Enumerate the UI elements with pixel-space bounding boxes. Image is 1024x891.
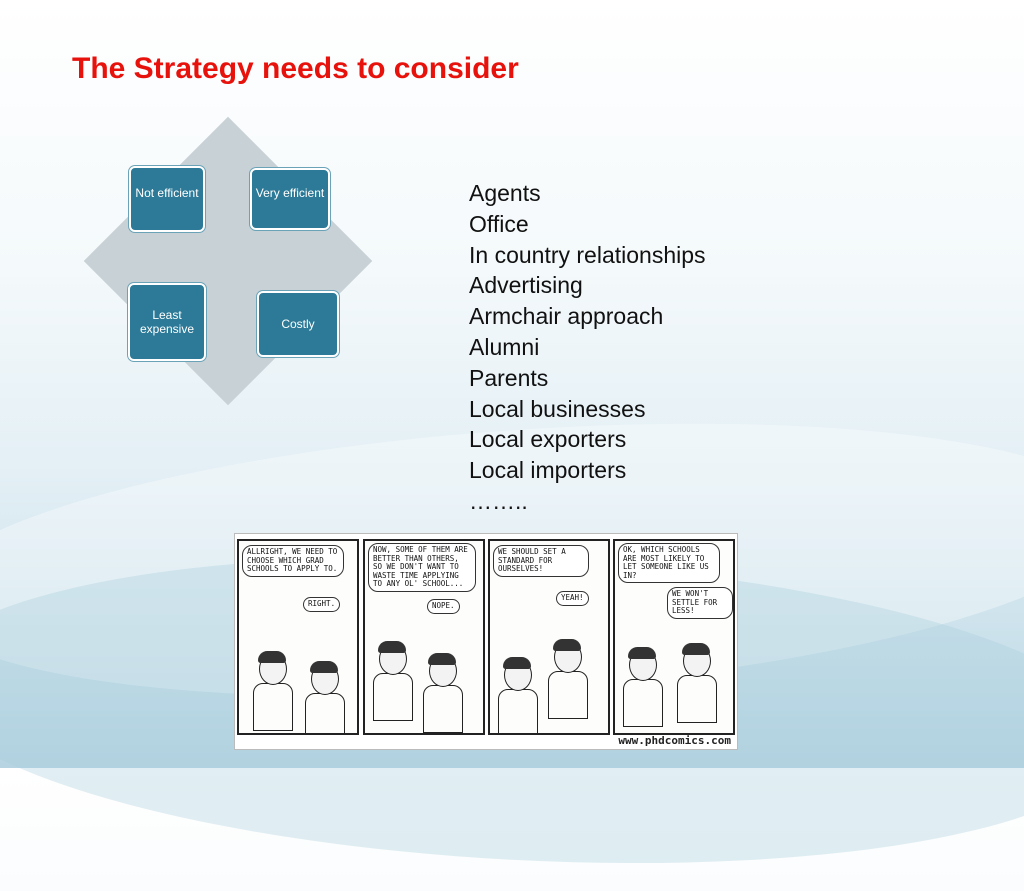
- list-item: ……..: [469, 487, 528, 514]
- comic-panel: [613, 539, 735, 735]
- list-item: Armchair approach: [469, 303, 664, 330]
- comic-character: [623, 649, 661, 733]
- diagram-node-least-expensive: Least expensive: [128, 283, 206, 361]
- speech-bubble: NOW, SOME OF THEM ARE BETTER THAN OTHERS, SO WE DON'T WANT TO WASTE TIME APPLYING TO ANY OL' SCHOOL...: [368, 543, 476, 592]
- comic-character: [677, 645, 715, 733]
- comic-character: [253, 653, 291, 733]
- comic-character: [373, 643, 411, 733]
- speech-bubble: ALLRIGHT, WE NEED TO CHOOSE WHICH GRAD SCHOOLS TO APPLY TO.: [242, 545, 344, 577]
- comic-character: [305, 663, 343, 733]
- list-item: Parents: [469, 364, 549, 391]
- list-item: Local importers: [469, 457, 627, 484]
- diagram-diamond-background: [84, 117, 372, 405]
- comic-character: [423, 655, 461, 733]
- list-item: Advertising: [469, 272, 583, 299]
- list-item: Local businesses: [469, 395, 646, 422]
- list-item: Alumni: [469, 333, 540, 360]
- list-item: Local exporters: [469, 426, 627, 453]
- comic-panel: [237, 539, 359, 735]
- comic-character: [548, 641, 586, 733]
- speech-bubble: WE SHOULD SET A STANDARD FOR OURSELVES!: [493, 545, 589, 577]
- comic-strip-image: [234, 533, 738, 750]
- speech-bubble: NOPE.: [427, 599, 460, 614]
- comic-panel: [363, 539, 485, 735]
- comic-credit: www.phdcomics.com: [618, 734, 731, 747]
- comic-character: [498, 659, 536, 733]
- diagram-node-not-efficient: Not efficient: [129, 166, 205, 232]
- comic-panel: [488, 539, 610, 735]
- speech-bubble: RIGHT.: [303, 597, 340, 612]
- speech-bubble: WE WON'T SETTLE FOR LESS!: [667, 587, 733, 619]
- slide-title: The Strategy needs to consider: [72, 52, 519, 85]
- speech-bubble: OK, WHICH SCHOOLS ARE MOST LIKELY TO LET SOMEONE LIKE US IN?: [618, 543, 720, 583]
- considerations-list: [469, 178, 706, 517]
- diagram-node-costly: Costly: [257, 291, 339, 357]
- list-item: Agents: [469, 180, 541, 206]
- list-item: Office: [469, 210, 529, 237]
- diagram-node-very-efficient: Very efficient: [250, 168, 330, 230]
- speech-bubble: YEAH!: [556, 591, 589, 606]
- list-item: In country relationships: [469, 241, 706, 268]
